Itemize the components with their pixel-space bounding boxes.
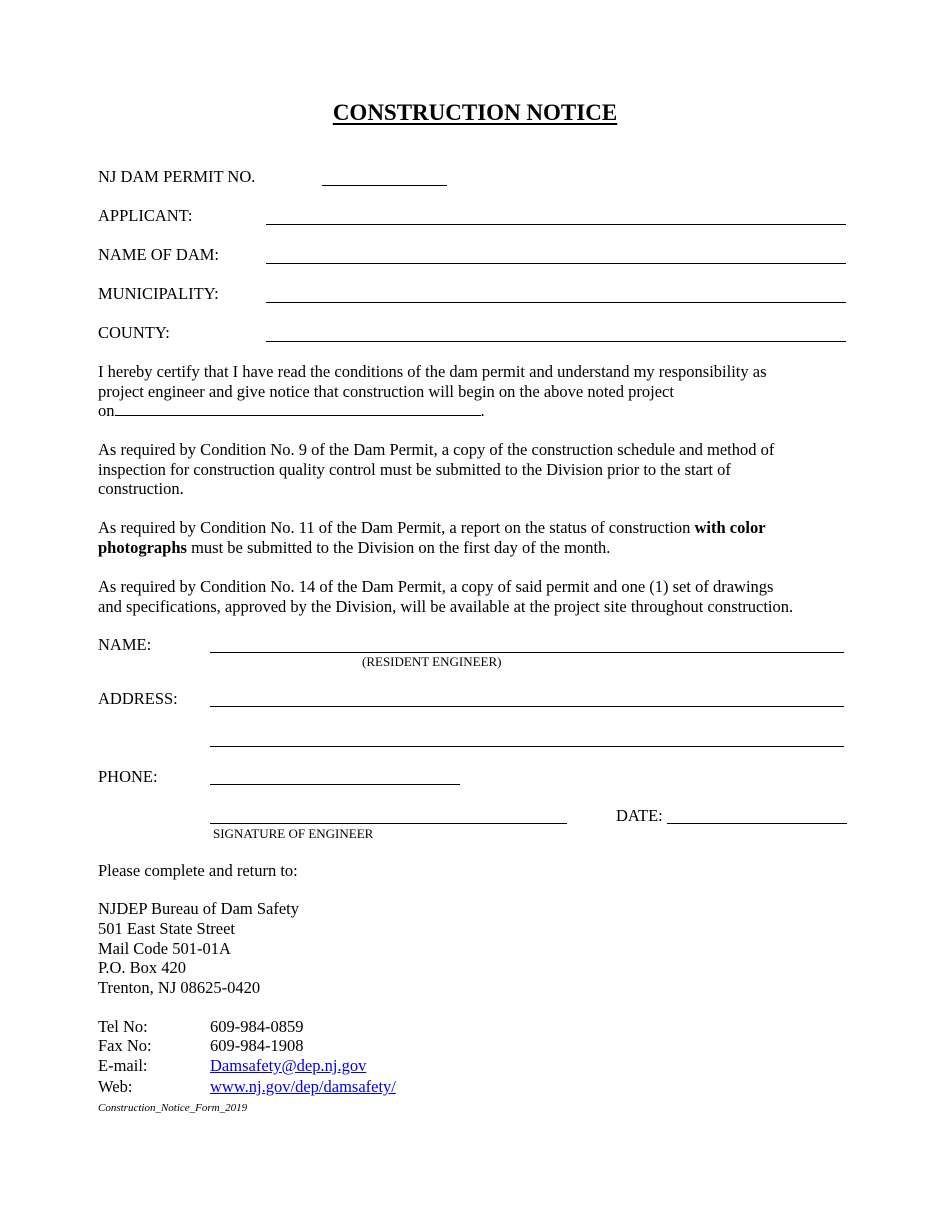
certify-on: on	[98, 401, 115, 420]
address-line: Mail Code 501-01A	[98, 938, 231, 958]
condition-14-line-1: As required by Condition No. 14 of the Dam Permit, a copy of said permit and one (1) set of drawings	[98, 577, 774, 596]
condition-11-line-2	[98, 538, 858, 558]
dam-name-field[interactable]	[266, 263, 846, 264]
phone-field[interactable]	[210, 784, 460, 785]
fax-label: Fax No:	[98, 1036, 152, 1055]
fax-value: 609-984-1908	[210, 1036, 304, 1055]
date-field[interactable]	[667, 823, 847, 824]
email-link[interactable]: Damsafety@dep.nj.gov	[210, 1056, 367, 1075]
certification-paragraph	[98, 362, 858, 421]
condition-9-paragraph	[98, 440, 858, 499]
tel-label: Tel No:	[98, 1017, 148, 1036]
return-intro: Please complete and return to:	[98, 861, 298, 880]
web-link[interactable]: www.nj.gov/dep/damsafety/	[210, 1077, 396, 1096]
certify-line-3	[98, 401, 858, 421]
condition-9-line-3: construction.	[98, 479, 184, 498]
condition-9-line-1: As required by Condition No. 9 of the Dam Permit, a copy of the construction schedule and method of	[98, 440, 775, 459]
permit-no-label: NJ DAM PERMIT NO.	[98, 167, 256, 186]
condition-11-bold-a: with color	[694, 518, 766, 537]
address-line: Trenton, NJ 08625-0420	[98, 978, 261, 998]
address-label: ADDRESS:	[98, 689, 178, 708]
email-label: E-mail:	[98, 1056, 148, 1075]
start-date-field[interactable]	[115, 401, 481, 416]
web-label: Web:	[98, 1077, 133, 1096]
resident-engineer-caption: (RESIDENT ENGINEER)	[362, 654, 502, 669]
name-field[interactable]	[210, 652, 844, 653]
certify-line-1: I hereby certify that I have read the conditions of the dam permit and understand my responsibility as	[98, 362, 767, 381]
signature-caption: SIGNATURE OF ENGINEER	[213, 826, 374, 841]
phone-label: PHONE:	[98, 767, 158, 786]
signature-field[interactable]	[210, 823, 567, 824]
certify-line-2: project engineer and give notice that construction will begin on the above noted project	[98, 381, 674, 401]
address-field-1[interactable]	[210, 706, 844, 707]
page-title: CONSTRUCTION NOTICE	[332, 100, 618, 125]
form-id-footer: Construction_Notice_Form_2019	[98, 1102, 248, 1114]
address-field-2[interactable]	[210, 746, 844, 747]
tel-value: 609-984-0859	[210, 1017, 304, 1036]
address-line: 501 East State Street	[98, 918, 236, 938]
address-line: NJDEP Bureau of Dam Safety	[98, 899, 300, 918]
permit-no-field[interactable]	[322, 185, 447, 186]
condition-11-text-a: As required by Condition No. 11 of the Dam Permit, a report on the status of construction	[98, 518, 695, 537]
date-label: DATE:	[616, 806, 663, 825]
condition-11-text-b: must be submitted to the Division on the first day of the month.	[186, 537, 611, 557]
applicant-label: APPLICANT:	[98, 206, 193, 225]
return-address	[98, 899, 299, 998]
condition-9-line-2: inspection for construction quality control must be submitted to the Division prior to the start of	[98, 459, 731, 479]
applicant-field[interactable]	[266, 224, 846, 225]
condition-11-bold-b: photographs	[98, 537, 187, 557]
county-label: COUNTY:	[98, 323, 170, 342]
address-line: P.O. Box 420	[98, 958, 187, 978]
condition-14-paragraph	[98, 577, 858, 616]
condition-11-line-1	[98, 518, 858, 538]
municipality-label: MUNICIPALITY:	[98, 284, 219, 303]
dam-name-label: NAME OF DAM:	[98, 245, 220, 264]
name-label: NAME:	[98, 635, 152, 654]
certify-period: .	[480, 401, 485, 420]
condition-11-paragraph	[98, 518, 858, 557]
municipality-field[interactable]	[266, 302, 846, 303]
county-field[interactable]	[266, 341, 846, 342]
condition-14-line-2: and specifications, approved by the Division, will be available at the project site throughout construction.	[98, 596, 794, 616]
